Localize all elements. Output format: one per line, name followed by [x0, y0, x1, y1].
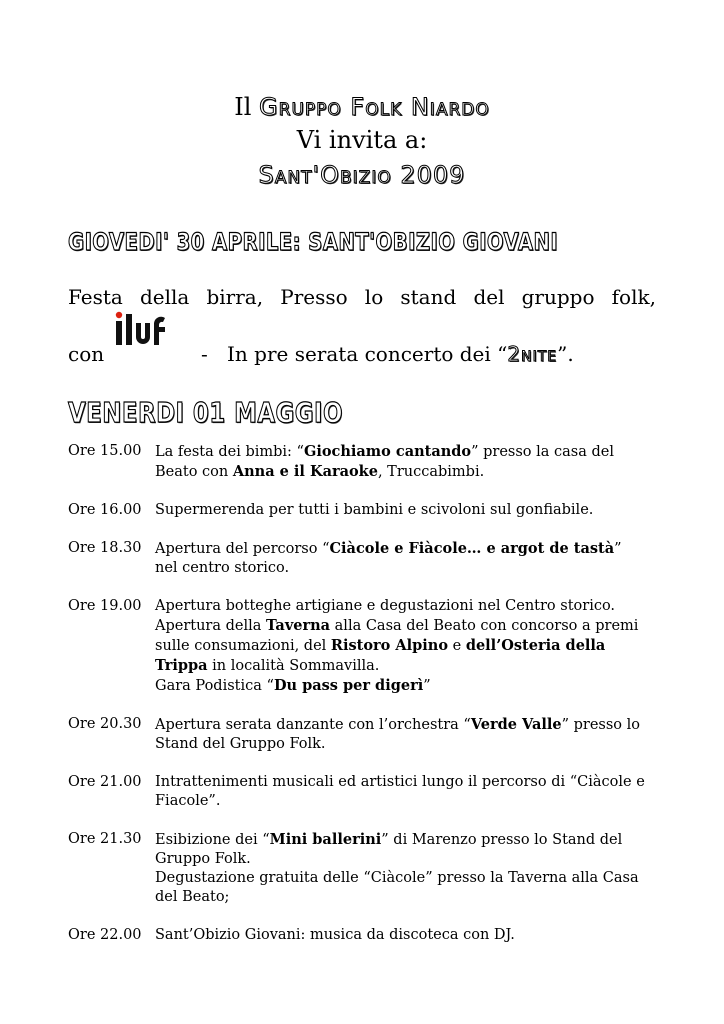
intro-word: gruppo — [521, 285, 595, 309]
description-line — [155, 616, 668, 636]
description-line — [155, 501, 668, 520]
schedule-item — [68, 715, 668, 754]
schedule-item — [68, 926, 668, 945]
plain-text: ” presso la casa del — [471, 444, 614, 460]
plain-text: alla Casa del Beato con concorso a premi — [330, 618, 639, 634]
schedule-description — [155, 539, 668, 578]
highlight-text: Ristoro Alpino — [330, 637, 448, 654]
schedule-time: Ore 16.00 — [68, 502, 142, 518]
plain-text: , Truccabimbi. — [377, 464, 485, 480]
concert-suffix: ”. — [557, 342, 574, 366]
schedule-item — [68, 539, 668, 578]
intro-word: del — [473, 285, 505, 309]
plain-text: del Beato; — [155, 889, 230, 905]
plain-text: Apertura botteghe artigiane e degustazioni nel Centro storico. — [155, 598, 616, 614]
section-title-venerdi: VENERDI 01 MAGGIO — [68, 396, 343, 429]
schedule-item — [68, 773, 668, 811]
intro-con: con — [68, 342, 105, 366]
plain-text: Apertura del percorso “ — [155, 541, 330, 557]
schedule-time: Ore 19.00 — [68, 598, 142, 614]
description-line — [155, 656, 668, 676]
intro-word: Presso — [280, 285, 348, 309]
plain-text: in località Sommavilla. — [207, 658, 380, 674]
plain-text: Stand del Gruppo Folk. — [155, 736, 326, 752]
intro-word: lo — [364, 285, 384, 309]
intro-line-1 — [68, 285, 656, 309]
highlight-text: Ciàcole e Fiàcole… e argot de tastà — [329, 540, 615, 557]
schedule-description — [155, 442, 668, 482]
schedule-description — [155, 715, 668, 754]
description-line — [155, 869, 668, 888]
highlight-text: Du pass per digerì — [273, 677, 424, 694]
schedule-description — [155, 773, 668, 811]
schedule-time: Ore 21.00 — [68, 774, 142, 790]
plain-text: Beato con — [155, 464, 233, 480]
highlight-text: Verde Valle — [470, 716, 562, 733]
description-line — [155, 773, 668, 792]
highlight-text: Mini ballerini — [269, 831, 382, 848]
plain-text: nel centro storico. — [155, 560, 290, 576]
description-line — [155, 676, 668, 696]
intro-concert — [227, 342, 574, 366]
description-line — [155, 636, 668, 656]
description-line — [155, 715, 668, 735]
plain-text: La festa dei bimbi: “ — [155, 444, 304, 460]
group-name: Gruppo Folk Niardo — [259, 93, 490, 121]
schedule-time: Ore 15.00 — [68, 443, 142, 459]
description-line — [155, 888, 668, 907]
concert-text: In pre serata concerto dei “ — [227, 342, 508, 366]
description-line — [155, 735, 668, 754]
schedule-item — [68, 442, 668, 482]
plain-text: Apertura serata danzante con l’orchestra “ — [155, 717, 471, 733]
highlight-text: Trippa — [155, 657, 208, 674]
description-line — [155, 597, 668, 616]
intro-word: stand — [400, 285, 457, 309]
plain-text: Gruppo Folk. — [155, 851, 251, 867]
plain-text: ” presso lo — [561, 717, 640, 733]
plain-text: Supermerenda per tutti i bambini e scivoloni sul gonfiabile. — [155, 502, 594, 518]
schedule-item — [68, 830, 668, 907]
schedule-item — [68, 597, 668, 696]
plain-text: Esibizione dei “ — [155, 832, 270, 848]
highlight-text: dell’Osteria della — [465, 637, 606, 654]
plain-text: Fiacole”. — [155, 793, 221, 809]
plain-text: ” — [423, 678, 431, 694]
event-title: Sant'Obizio 2009 — [258, 161, 466, 189]
plain-text: Degustazione gratuita delle “Ciàcole” presso la Taverna alla Casa — [155, 870, 639, 886]
highlight-text: Giochiamo cantando — [303, 443, 472, 460]
description-line — [155, 830, 668, 850]
description-line — [155, 462, 668, 482]
description-line — [155, 850, 668, 869]
plain-text: Apertura della — [155, 618, 267, 634]
header-invite: Vi invita a: — [296, 126, 428, 154]
schedule-item — [68, 501, 668, 520]
iluf-logo — [112, 310, 176, 350]
section-title-giovedi: GIOVEDI' 30 APRILE: SANT'OBIZIO GIOVANI — [68, 228, 559, 256]
schedule-time: Ore 18.30 — [68, 540, 142, 556]
plain-text: Intrattenimenti musicali ed artistici lungo il percorso di “Ciàcole e — [155, 774, 645, 790]
intro-word: Festa — [68, 285, 123, 309]
highlight-text: Anna e il Karaoke — [232, 463, 378, 480]
intro-word: folk, — [611, 285, 656, 309]
schedule-list — [68, 442, 668, 964]
header-prefix: Il — [234, 93, 252, 121]
intro-word: della — [139, 285, 190, 309]
schedule-time: Ore 22.00 — [68, 927, 142, 943]
description-line — [155, 539, 668, 559]
plain-text: ” — [614, 541, 622, 557]
plain-text: e — [448, 638, 466, 654]
schedule-description — [155, 926, 668, 945]
highlight-text: Taverna — [266, 617, 331, 634]
description-line — [155, 792, 668, 811]
header-line-1 — [0, 92, 724, 122]
band-name: 2nite — [507, 342, 558, 366]
description-line — [155, 559, 668, 578]
description-line — [155, 442, 668, 462]
schedule-description — [155, 501, 668, 520]
intro-word: birra, — [206, 285, 264, 309]
schedule-time: Ore 21.30 — [68, 831, 142, 847]
plain-text: ” di Marenzo presso lo Stand del — [381, 832, 623, 848]
intro-dash: - — [201, 342, 208, 366]
plain-text: Gara Podistica “ — [155, 678, 274, 694]
description-line — [155, 926, 668, 945]
schedule-description — [155, 830, 668, 907]
schedule-time: Ore 20.30 — [68, 716, 142, 732]
schedule-description — [155, 597, 668, 696]
plain-text: Sant’Obizio Giovani: musica da discoteca con DJ. — [155, 927, 515, 943]
plain-text: sulle consumazioni, del — [155, 638, 331, 654]
